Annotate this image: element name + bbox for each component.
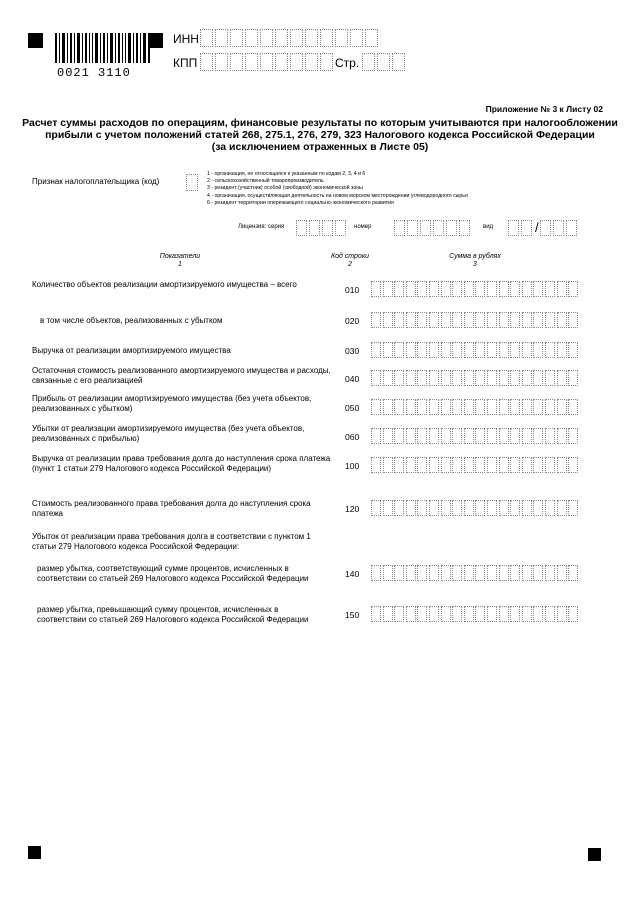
amount-cell[interactable] <box>464 428 474 444</box>
taxpayer-code-label: Признак налогоплательщика (код) <box>32 177 160 186</box>
code-legend-item: 1 - организация, не относящаяся к указанным по кодам 2, 3, 4 и 6 <box>207 171 366 177</box>
amount-cell[interactable] <box>371 312 381 328</box>
amount-cell[interactable] <box>487 565 497 581</box>
amount-cell[interactable] <box>545 457 555 473</box>
amount-cell[interactable] <box>371 565 381 581</box>
license-number-cell[interactable] <box>459 220 470 236</box>
amount-cell[interactable] <box>441 565 451 581</box>
amount-field[interactable] <box>371 500 580 516</box>
inn-cell[interactable] <box>245 29 258 47</box>
amount-cell[interactable] <box>406 370 416 386</box>
amount-cell[interactable] <box>510 399 520 415</box>
amount-cell[interactable] <box>371 281 381 297</box>
amount-cell[interactable] <box>487 281 497 297</box>
amount-cell[interactable] <box>406 312 416 328</box>
row-label: Убыток от реализации права требования долга в соответствии с пунктом 1 статьи 279 Налогового кодекса Российской Федерации: <box>32 532 311 551</box>
amount-cell[interactable] <box>406 281 416 297</box>
amount-cell[interactable] <box>522 565 532 581</box>
license-series-cell[interactable] <box>322 220 333 236</box>
amount-cell[interactable] <box>475 281 485 297</box>
amount-cell[interactable] <box>568 370 578 386</box>
page-cell[interactable] <box>392 53 405 71</box>
column-number: 1 <box>178 261 182 268</box>
amount-cell[interactable] <box>394 370 404 386</box>
page-cell[interactable] <box>362 53 375 71</box>
amount-cell[interactable] <box>464 500 474 516</box>
amount-cell[interactable] <box>475 399 485 415</box>
amount-field[interactable] <box>371 399 580 415</box>
amount-cell[interactable] <box>464 281 474 297</box>
amount-cell[interactable] <box>568 565 578 581</box>
amount-cell[interactable] <box>557 281 567 297</box>
taxpayer-code-legend <box>207 171 468 207</box>
amount-cell[interactable] <box>475 457 485 473</box>
row-label: размер убытка, соответствующий сумме процентов, исчисленных в соответствии со статьей 269 Налогового кодекса Российской Федерации <box>37 564 309 583</box>
amount-cell[interactable] <box>394 457 404 473</box>
license-number-cell[interactable] <box>446 220 457 236</box>
inn-cell[interactable] <box>215 29 228 47</box>
amount-cell[interactable] <box>487 312 497 328</box>
amount-cell[interactable] <box>383 500 393 516</box>
amount-cell[interactable] <box>475 565 485 581</box>
row-label: размер убытка, превышающий сумму процентов, исчисленных в соответствии со статьей 269 Налогового кодекса Российской Федерации <box>37 605 309 624</box>
amount-cell[interactable] <box>557 606 567 622</box>
code-legend-item: 2 - сельскохозяйственный товаропроизводитель <box>207 178 324 185</box>
amount-cell[interactable] <box>371 500 381 516</box>
amount-cell[interactable] <box>406 500 416 516</box>
amount-cell[interactable] <box>417 457 427 473</box>
amount-cell[interactable] <box>441 457 451 473</box>
column-header-line-code <box>325 253 375 269</box>
amount-cell[interactable] <box>557 399 567 415</box>
row-label: Остаточная стоимость реализованного амортизируемого имущества и расходы, связанные с его реализацией <box>32 366 331 385</box>
amount-cell[interactable] <box>429 565 439 581</box>
amount-cell[interactable] <box>533 312 543 328</box>
amount-cell[interactable] <box>545 281 555 297</box>
amount-cell[interactable] <box>568 606 578 622</box>
row-code: 100 <box>345 461 360 471</box>
barcode-number: 0021 3110 <box>57 66 131 80</box>
amount-cell[interactable] <box>417 370 427 386</box>
amount-cell[interactable] <box>545 312 555 328</box>
amount-cell[interactable] <box>568 399 578 415</box>
row-code: 010 <box>345 285 360 295</box>
column-number: 3 <box>473 261 477 268</box>
license-number-label: номер <box>354 224 372 230</box>
amount-cell[interactable] <box>417 312 427 328</box>
amount-cell[interactable] <box>522 281 532 297</box>
license-series-label: серия <box>268 224 285 230</box>
amount-cell[interactable] <box>441 312 451 328</box>
amount-cell[interactable] <box>464 342 474 358</box>
amount-cell[interactable] <box>383 281 393 297</box>
amount-cell[interactable] <box>371 457 381 473</box>
amount-cell[interactable] <box>429 342 439 358</box>
amount-cell[interactable] <box>441 428 451 444</box>
inn-cell[interactable] <box>335 29 348 47</box>
amount-cell[interactable] <box>510 428 520 444</box>
kpp-cell[interactable] <box>215 53 228 71</box>
amount-field[interactable] <box>371 457 580 473</box>
amount-cell[interactable] <box>499 500 509 516</box>
amount-cell[interactable] <box>383 342 393 358</box>
amount-cell[interactable] <box>475 428 485 444</box>
row-label: Количество объектов реализации амортизируемого имущества – всего <box>32 280 297 289</box>
amount-cell[interactable] <box>394 500 404 516</box>
row-code: 150 <box>345 610 360 620</box>
amount-cell[interactable] <box>417 428 427 444</box>
amount-cell[interactable] <box>452 428 462 444</box>
amount-cell[interactable] <box>383 606 393 622</box>
amount-cell[interactable] <box>452 342 462 358</box>
amount-cell[interactable] <box>464 606 474 622</box>
amount-cell[interactable] <box>568 428 578 444</box>
kpp-field[interactable] <box>200 53 335 71</box>
code-legend-item: 4 - организация, осуществляющая деятельность на новом морском месторождении углеводородного сырья <box>207 192 468 199</box>
amount-cell[interactable] <box>545 399 555 415</box>
amount-cell[interactable] <box>487 606 497 622</box>
column-title: Код строки <box>330 253 370 260</box>
amount-cell[interactable] <box>429 457 439 473</box>
amount-field[interactable] <box>371 312 580 328</box>
page-label: Стр. <box>335 56 360 70</box>
license-label: Лицензия: <box>238 224 267 230</box>
code-legend-item: 6 - резидент территории опережающего социально-экономического развития <box>207 199 394 206</box>
amount-cell[interactable] <box>441 370 451 386</box>
license-number-cell[interactable] <box>420 220 431 236</box>
amount-cell[interactable] <box>452 399 462 415</box>
amount-field[interactable] <box>371 342 580 358</box>
barcode-icon <box>55 33 150 63</box>
amount-cell[interactable] <box>510 281 520 297</box>
amount-cell[interactable] <box>394 342 404 358</box>
amount-cell[interactable] <box>510 457 520 473</box>
amount-cell[interactable] <box>383 565 393 581</box>
title-line: (за исключением отраженных в Листе 05) <box>211 141 429 153</box>
amount-cell[interactable] <box>475 606 485 622</box>
amount-cell[interactable] <box>464 312 474 328</box>
amount-field[interactable] <box>371 428 580 444</box>
amount-cell[interactable] <box>522 606 532 622</box>
row-label: в том числе объектов, реализованных с убытком <box>40 316 223 325</box>
amount-cell[interactable] <box>417 342 427 358</box>
amount-cell[interactable] <box>545 428 555 444</box>
row-code: 120 <box>345 504 360 514</box>
inn-cell[interactable] <box>305 29 318 47</box>
amount-cell[interactable] <box>383 370 393 386</box>
amount-cell[interactable] <box>475 370 485 386</box>
inn-cell[interactable] <box>275 29 288 47</box>
amount-cell[interactable] <box>441 500 451 516</box>
appendix-label: Приложение № 3 к Листу 02 <box>485 104 603 114</box>
amount-cell[interactable] <box>464 370 474 386</box>
inn-cell[interactable] <box>320 29 333 47</box>
amount-cell[interactable] <box>406 342 416 358</box>
amount-field[interactable] <box>371 370 580 386</box>
amount-cell[interactable] <box>499 457 509 473</box>
registration-marker-top-left <box>28 33 43 48</box>
amount-cell[interactable] <box>510 500 520 516</box>
page-title <box>20 117 620 153</box>
amount-cell[interactable] <box>383 428 393 444</box>
amount-cell[interactable] <box>452 281 462 297</box>
amount-cell[interactable] <box>487 428 497 444</box>
amount-cell[interactable] <box>441 399 451 415</box>
amount-cell[interactable] <box>371 370 381 386</box>
amount-cell[interactable] <box>510 342 520 358</box>
amount-cell[interactable] <box>417 500 427 516</box>
amount-field[interactable] <box>371 606 580 622</box>
amount-cell[interactable] <box>452 606 462 622</box>
kpp-cell[interactable] <box>305 53 318 71</box>
amount-cell[interactable] <box>487 500 497 516</box>
license-type-label: вид <box>483 224 494 230</box>
amount-cell[interactable] <box>499 428 509 444</box>
license-number-cell[interactable] <box>394 220 405 236</box>
amount-cell[interactable] <box>429 606 439 622</box>
registration-marker-bottom-left <box>28 846 41 859</box>
amount-cell[interactable] <box>406 399 416 415</box>
row-label: Стоимость реализованного права требования долга до наступления срока платежа <box>32 499 311 518</box>
registration-marker-bottom-right <box>588 848 601 861</box>
amount-cell[interactable] <box>533 399 543 415</box>
license-type-cell[interactable] <box>566 220 577 236</box>
column-title: Сумма в рублях <box>449 253 501 260</box>
row-code: 020 <box>345 316 360 326</box>
amount-cell[interactable] <box>487 370 497 386</box>
amount-cell[interactable] <box>533 370 543 386</box>
row-label: Выручка от реализации права требования долга до наступления срока платежа (пункт 1 статьи 279 Налогового кодекса Российской Федерации) <box>32 454 331 473</box>
amount-cell[interactable] <box>545 342 555 358</box>
license-series-cell[interactable] <box>309 220 320 236</box>
amount-cell[interactable] <box>452 565 462 581</box>
amount-cell[interactable] <box>533 500 543 516</box>
amount-cell[interactable] <box>522 312 532 328</box>
amount-cell[interactable] <box>533 281 543 297</box>
inn-field[interactable] <box>200 29 380 47</box>
amount-cell[interactable] <box>533 428 543 444</box>
amount-cell[interactable] <box>464 399 474 415</box>
amount-cell[interactable] <box>568 312 578 328</box>
amount-cell[interactable] <box>545 606 555 622</box>
amount-cell[interactable] <box>371 342 381 358</box>
amount-cell[interactable] <box>383 457 393 473</box>
amount-cell[interactable] <box>452 500 462 516</box>
inn-cell[interactable] <box>365 29 378 47</box>
taxpayer-code-cell[interactable] <box>186 174 198 191</box>
title-line: прибыли с учетом положений статей 268, 275.1, 276, 279, 323 Налогового кодекса Российской Федерации <box>45 129 595 141</box>
amount-cell[interactable] <box>499 399 509 415</box>
row-code: 140 <box>345 569 360 579</box>
amount-cell[interactable] <box>475 500 485 516</box>
amount-cell[interactable] <box>441 342 451 358</box>
license-type-cell[interactable] <box>508 220 519 236</box>
inn-cell[interactable] <box>350 29 363 47</box>
inn-cell[interactable] <box>260 29 273 47</box>
license-series-cell[interactable] <box>296 220 307 236</box>
amount-cell[interactable] <box>533 565 543 581</box>
amount-cell[interactable] <box>475 342 485 358</box>
amount-field[interactable] <box>371 281 580 297</box>
amount-cell[interactable] <box>417 606 427 622</box>
amount-cell[interactable] <box>429 312 439 328</box>
amount-cell[interactable] <box>371 428 381 444</box>
kpp-cell[interactable] <box>320 53 333 71</box>
amount-cell[interactable] <box>557 428 567 444</box>
amount-cell[interactable] <box>394 399 404 415</box>
amount-cell[interactable] <box>394 312 404 328</box>
amount-cell[interactable] <box>510 370 520 386</box>
amount-cell[interactable] <box>487 399 497 415</box>
row-code: 050 <box>345 403 360 413</box>
kpp-cell[interactable] <box>245 53 258 71</box>
amount-cell[interactable] <box>499 342 509 358</box>
amount-cell[interactable] <box>545 565 555 581</box>
amount-cell[interactable] <box>417 565 427 581</box>
row-label: Прибыль от реализации амортизируемого имущества (без учета объектов, реализованных с убытком) <box>32 394 312 413</box>
amount-cell[interactable] <box>545 370 555 386</box>
amount-cell[interactable] <box>429 500 439 516</box>
license-number-cell[interactable] <box>433 220 444 236</box>
amount-cell[interactable] <box>557 312 567 328</box>
amount-cell[interactable] <box>522 500 532 516</box>
inn-cell[interactable] <box>230 29 243 47</box>
amount-cell[interactable] <box>394 565 404 581</box>
amount-cell[interactable] <box>464 457 474 473</box>
amount-cell[interactable] <box>499 606 509 622</box>
amount-cell[interactable] <box>383 312 393 328</box>
page-cell[interactable] <box>377 53 390 71</box>
amount-cell[interactable] <box>371 606 381 622</box>
license-number-cell[interactable] <box>407 220 418 236</box>
registration-marker-top-right <box>148 33 163 48</box>
amount-cell[interactable] <box>487 342 497 358</box>
license-number-field[interactable] <box>394 220 472 236</box>
amount-cell[interactable] <box>557 565 567 581</box>
title-line: Расчет суммы расходов по операциям, финансовые результаты по которым учитываются при налогообложении <box>22 117 618 129</box>
amount-cell[interactable] <box>533 457 543 473</box>
taxpayer-code-field[interactable] <box>186 174 200 191</box>
license-type-cell[interactable] <box>521 220 532 236</box>
amount-cell[interactable] <box>429 370 439 386</box>
kpp-cell[interactable] <box>200 53 213 71</box>
amount-cell[interactable] <box>568 281 578 297</box>
kpp-cell[interactable] <box>290 53 303 71</box>
column-title: Показатели <box>159 253 201 260</box>
amount-cell[interactable] <box>510 606 520 622</box>
column-number: 2 <box>348 261 352 268</box>
amount-cell[interactable] <box>452 457 462 473</box>
amount-cell[interactable] <box>545 500 555 516</box>
column-header-amount <box>425 253 525 269</box>
amount-cell[interactable] <box>522 370 532 386</box>
license-type-separator: / <box>535 220 539 235</box>
amount-cell[interactable] <box>441 281 451 297</box>
amount-cell[interactable] <box>475 312 485 328</box>
amount-cell[interactable] <box>510 312 520 328</box>
amount-cell[interactable] <box>499 312 509 328</box>
amount-cell[interactable] <box>441 606 451 622</box>
amount-cell[interactable] <box>499 370 509 386</box>
amount-cell[interactable] <box>522 399 532 415</box>
amount-cell[interactable] <box>394 606 404 622</box>
amount-cell[interactable] <box>510 565 520 581</box>
amount-cell[interactable] <box>383 399 393 415</box>
amount-cell[interactable] <box>406 565 416 581</box>
amount-cell[interactable] <box>406 428 416 444</box>
amount-cell[interactable] <box>429 399 439 415</box>
license-type-cell[interactable] <box>540 220 551 236</box>
page-number-field[interactable] <box>362 53 407 71</box>
kpp-label: КПП <box>173 56 198 70</box>
amount-cell[interactable] <box>429 428 439 444</box>
amount-cell[interactable] <box>557 457 567 473</box>
amount-cell[interactable] <box>487 457 497 473</box>
amount-cell[interactable] <box>557 370 567 386</box>
row-label: Убытки от реализации амортизируемого имущества (без учета объектов, реализованных с прибылью) <box>32 424 305 443</box>
amount-cell[interactable] <box>417 399 427 415</box>
inn-label: ИНН <box>173 32 199 46</box>
amount-cell[interactable] <box>417 281 427 297</box>
amount-cell[interactable] <box>568 457 578 473</box>
amount-cell[interactable] <box>429 281 439 297</box>
amount-cell[interactable] <box>499 565 509 581</box>
amount-field[interactable] <box>371 565 580 581</box>
amount-cell[interactable] <box>394 281 404 297</box>
amount-cell[interactable] <box>522 428 532 444</box>
inn-cell[interactable] <box>200 29 213 47</box>
row-code: 060 <box>345 432 360 442</box>
kpp-cell[interactable] <box>275 53 288 71</box>
row-label: Выручка от реализации амортизируемого имущества <box>32 346 231 355</box>
amount-cell[interactable] <box>568 500 578 516</box>
amount-cell[interactable] <box>371 399 381 415</box>
amount-cell[interactable] <box>406 457 416 473</box>
amount-cell[interactable] <box>464 565 474 581</box>
amount-cell[interactable] <box>557 342 567 358</box>
license-series-cell[interactable] <box>335 220 346 236</box>
license-series-field[interactable] <box>296 220 348 236</box>
column-header-indicators <box>130 253 230 269</box>
row-code: 040 <box>345 374 360 384</box>
amount-cell[interactable] <box>452 312 462 328</box>
license-type-field[interactable] <box>508 220 579 236</box>
code-legend-item: 3 - резидент (участник) особой (свободной) экономической зоны <box>207 185 363 192</box>
amount-cell[interactable] <box>499 281 509 297</box>
amount-cell[interactable] <box>522 457 532 473</box>
amount-cell[interactable] <box>533 342 543 358</box>
inn-cell[interactable] <box>290 29 303 47</box>
amount-cell[interactable] <box>394 428 404 444</box>
amount-cell[interactable] <box>452 370 462 386</box>
amount-cell[interactable] <box>557 500 567 516</box>
amount-cell[interactable] <box>533 606 543 622</box>
amount-cell[interactable] <box>522 342 532 358</box>
amount-cell[interactable] <box>406 606 416 622</box>
kpp-cell[interactable] <box>260 53 273 71</box>
row-code: 030 <box>345 346 360 356</box>
license-type-cell[interactable] <box>553 220 564 236</box>
amount-cell[interactable] <box>568 342 578 358</box>
kpp-cell[interactable] <box>230 53 243 71</box>
